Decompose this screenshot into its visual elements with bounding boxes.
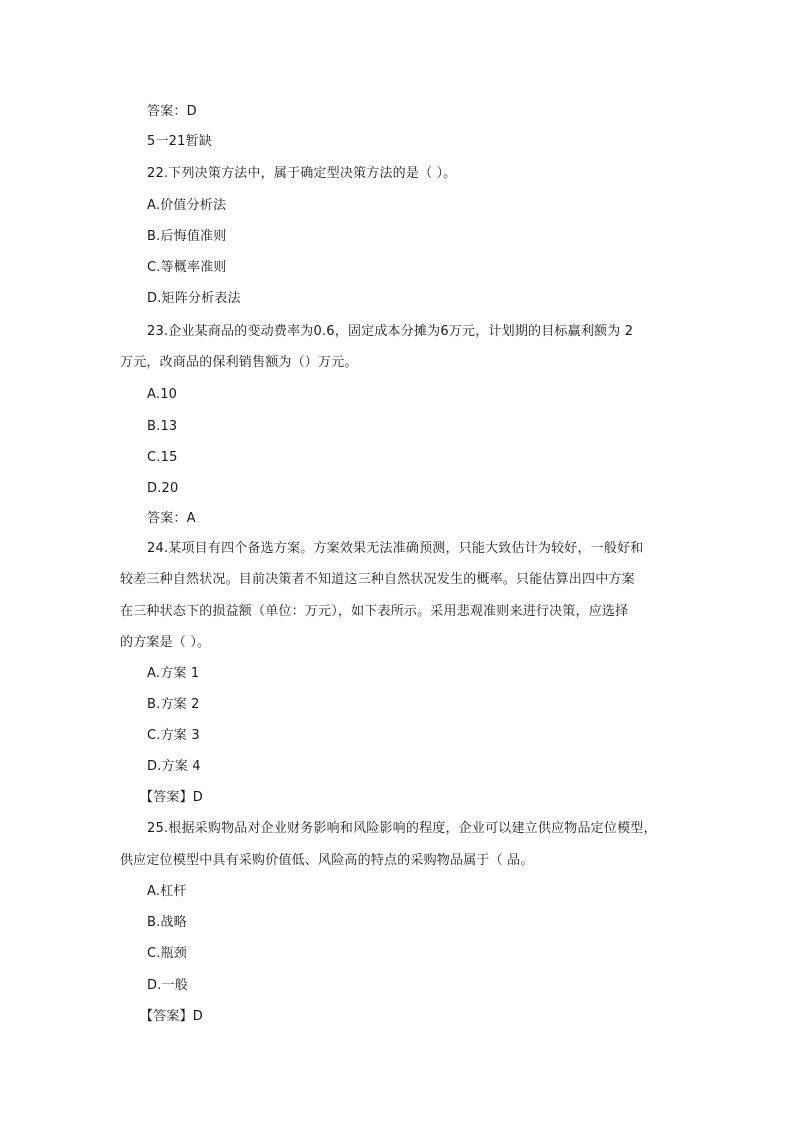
question-23-option-d: D.20 [147,481,179,496]
question-22-option-c: C.等概率准则 [147,260,227,275]
section-note: 5一21暂缺 [147,134,213,149]
question-24-answer: 【答案】D [140,790,204,805]
question-25-answer: 【答案】D [140,1009,204,1024]
question-24-stem-line-3: 在三种状态下的损益额（单位：万元），如下表所示。采用悲观准则来进行决策，应选择 [120,604,629,619]
question-23-option-b: B.13 [147,419,178,434]
answer-line: 答案：D [147,104,197,119]
question-25-option-c: C.瓶颈 [147,946,188,961]
question-25-stem-line-1: 25.根据采购物品对企业财务影响和风险影响的程度，企业可以建立供应物品定位模型， [147,821,657,836]
question-24-stem-line-2: 较差三种自然状况。目前决策者不知道这三种自然状况发生的概率。只能估算出四中方案 [120,572,635,587]
question-23-option-c: C.15 [147,450,178,465]
question-22-option-b: B.后悔值准则 [147,229,227,244]
question-25-option-d: D.一般 [147,978,188,993]
question-24-stem-line-4: 的方案是（ ）。 [120,635,211,650]
question-24-stem-line-1: 24.某项目有四个备选方案。方案效果无法准确预测，只能大致估计为较好，一般好和 [147,541,644,556]
question-22-stem: 22.下列决策方法中，属于确定型决策方法的是（ ）。 [147,166,457,181]
question-23-option-a: A.10 [147,387,178,402]
question-22-option-d: D.矩阵分析表法 [147,291,241,306]
question-25-stem-line-2: 供应定位模型中具有采购价值低、风险高的特点的采购物品属于（ 品。 [120,853,534,868]
question-23-answer: 答案：A [147,511,196,526]
question-23-stem-line-2: 万元，改商品的保利销售额为（）万元。 [120,355,358,370]
question-25-option-b: B.战略 [147,915,187,930]
question-23-stem-line-1: 23.企业某商品的变动费率为0.6，固定成本分摊为6万元，计划期的目标赢利额为 2 [147,324,634,339]
question-24-option-c: C.方案 3 [147,728,200,743]
question-25-option-a: A.杠杆 [147,884,187,899]
question-24-option-b: B.方案 2 [147,697,200,712]
question-22-option-a: A.价值分析法 [147,198,227,213]
question-24-option-a: A.方案 1 [147,666,200,681]
question-24-option-d: D.方案 4 [147,759,201,774]
